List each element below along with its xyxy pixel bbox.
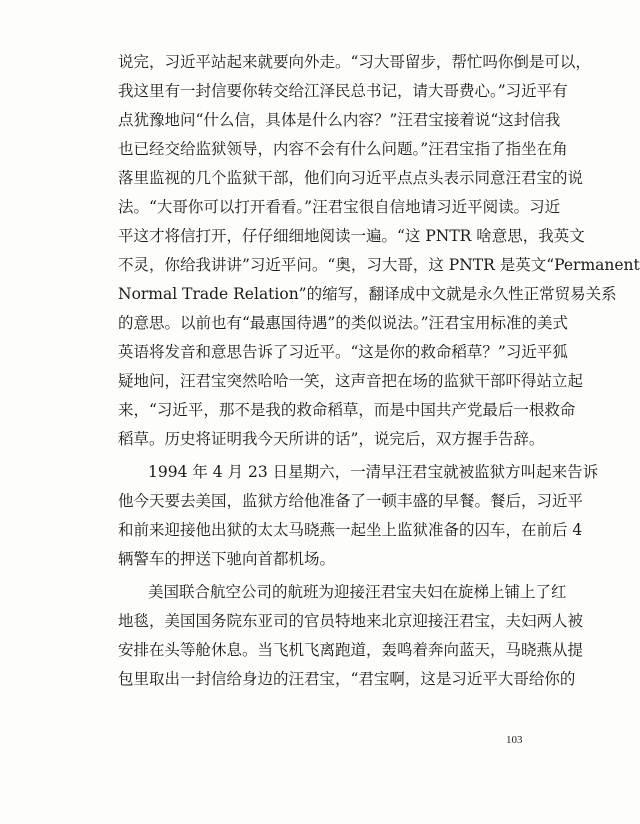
page-number: 103: [506, 734, 523, 746]
paragraph-3: [118, 578, 584, 694]
text-line: 地毯，美国国务院东亚司的官员特地来北京迎接汪君宝，夫妇两人被: [118, 612, 584, 630]
paragraph-1: [118, 48, 640, 454]
text-line: 法。“大哥你可以打开看看。”汪君宝很自信地请习近平阅读。习近: [118, 198, 561, 216]
text-line: 不灵，你给我讲讲”习近平问。“奥，习大哥，这 PNTR 是英文“Permanent: [118, 256, 640, 274]
text-line: 平这才将信打开，仔仔细细地阅读一遍。“这 PNTR 啥意思，我英文: [118, 227, 585, 245]
text-line: 的意思。以前也有“最惠国待遇”的类似说法。”汪君宝用标准的美式: [118, 314, 569, 332]
paragraph-2: [118, 458, 599, 574]
text-line: 点犹豫地问“什么信，具体是什么内容？”汪君宝接着说“这封信我: [118, 111, 561, 129]
text-line: 安排在头等舱休息。当飞机飞离跑道，轰鸣着奔向蓝天，马晓燕从提: [118, 641, 584, 659]
text-line: 也已经交给监狱领导，内容不会有什么问题。”汪君宝指了指坐在角: [118, 140, 568, 158]
text-line: 疑地问，汪君宝突然哈哈一笑，这声音把在场的监狱干部吓得站立起: [118, 372, 584, 390]
text-line: 他今天要去美国，监狱方给他准备了一顿丰盛的早餐。餐后，习近平: [118, 492, 584, 510]
text-line: 1994 年 4 月 23 日星期六，一清早汪君宝就被监狱方叫起来告诉: [148, 463, 599, 481]
text-line: 美国联合航空公司的航班为迎接汪君宝夫妇在旋梯上铺上了红: [148, 583, 567, 601]
text-line: Normal Trade Relation”的缩写，翻译成中文就是永久性正常贸易关系: [118, 285, 617, 303]
text-line: 英语将发音和意思告诉了习近平。“这是你的救命稻草？”习近平狐: [118, 343, 568, 361]
text-line: 说完，习近平站起来就要向外走。“习大哥留步，帮忙吗你倒是可以，: [118, 53, 591, 71]
text-line: 包里取出一封信给身边的汪君宝，“君宝啊，这是习近平大哥给你的: [118, 670, 576, 688]
body-text: [118, 48, 640, 694]
text-line: 辆警车的押送下驰向首都机场。: [118, 550, 336, 568]
text-line: 我这里有一封信要你转交给江泽民总书记，请大哥费心。”习近平有: [118, 82, 568, 100]
text-line: 和前来迎接他出狱的太太马晓燕一起坐上监狱准备的囚车，在前后 4: [118, 521, 583, 539]
text-line: 落里监视的几个监狱干部，他们向习近平点点头表示同意汪君宝的说: [118, 169, 584, 187]
text-line: 稻草。历史将证明我今天所讲的话”，说完后，双方握手告辞。: [118, 430, 545, 448]
text-line: 来，“习近平，那不是我的救命稻草，而是中国共产党最后一根救命: [118, 401, 576, 419]
